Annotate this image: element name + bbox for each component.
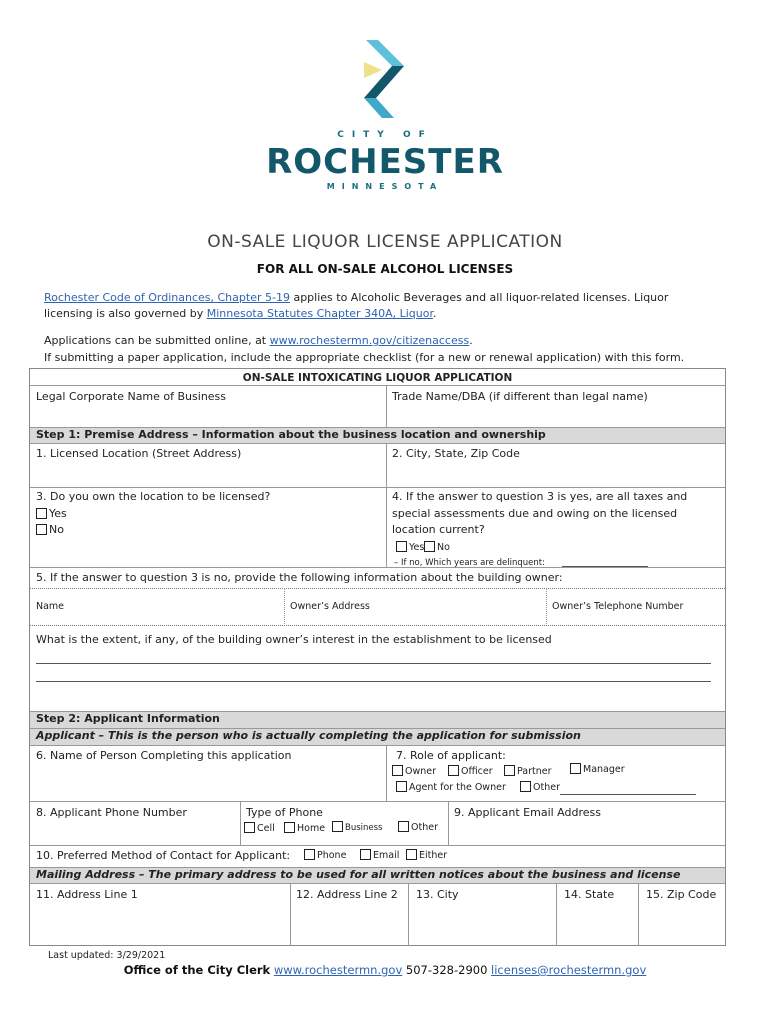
q8-label: 8. Applicant Phone Number	[36, 806, 187, 819]
q4-line3: location current?	[392, 523, 485, 536]
owner-address-label: Owner’s Address	[290, 601, 370, 612]
q3-label: 3. Do you own the location to be licensed?	[36, 490, 271, 503]
q2-label: 2. City, State, Zip Code	[392, 447, 520, 460]
online-paragraph: Applications can be submitted online, at www.rochestermn.gov/citizenaccess.	[44, 334, 473, 347]
logo-city-of: CITY OF	[337, 130, 433, 140]
phone-other-checkbox[interactable]	[398, 821, 409, 832]
role-agent-option[interactable]: Agent for the Owner	[396, 781, 506, 795]
role-officer-option[interactable]: Officer	[448, 765, 493, 779]
q3-no-option[interactable]: No	[36, 523, 64, 537]
q3-yes-checkbox[interactable]	[36, 508, 47, 519]
contact-email-option[interactable]: Email	[360, 849, 399, 863]
step1-heading: Step 1: Premise Address – Information about the business location and ownership	[36, 428, 546, 441]
trade-name-label: Trade Name/DBA (if different than legal name)	[392, 390, 648, 403]
q4-line2: special assessments due and owing on the licensed	[392, 507, 678, 520]
footer-email-link[interactable]: licenses@rochestermn.gov	[491, 963, 647, 977]
q4-no-option[interactable]: No	[424, 541, 450, 555]
ordinance-link[interactable]: Rochester Code of Ordinances, Chapter 5-19	[44, 291, 290, 304]
logo-rochester: ROCHESTER	[266, 142, 504, 182]
role-other-option[interactable]: Other	[520, 781, 560, 795]
city-logo-mark-icon	[360, 40, 410, 118]
q4-yes-option[interactable]: Yes	[396, 541, 424, 555]
q4-line1: 4. If the answer to question 3 is yes, are all taxes and	[392, 490, 688, 503]
owner-interest-label: What is the extent, if any, of the building owner’s interest in the establishment to be licensed	[36, 633, 552, 646]
street-address-field[interactable]	[36, 461, 381, 485]
phone-business-checkbox[interactable]	[332, 821, 343, 832]
contact-either-checkbox[interactable]	[406, 849, 417, 860]
role-manager-checkbox[interactable]	[570, 763, 581, 774]
q3-no-checkbox[interactable]	[36, 524, 47, 535]
paper-paragraph: If submitting a paper application, include the appropriate checklist (for a new or renewal application) with this form.	[44, 351, 685, 364]
q11-label: 11. Address Line 1	[36, 888, 138, 901]
q14-label: 14. State	[564, 888, 615, 901]
contact-phone-option[interactable]: Phone	[304, 849, 346, 863]
legal-name-field[interactable]	[36, 403, 381, 425]
document-subtitle: FOR ALL ON-SALE ALCOHOL LICENSES	[256, 262, 514, 276]
q5-label: 5. If the answer to question 3 is no, provide the following information about the building owner:	[36, 571, 563, 584]
phone-home-checkbox[interactable]	[284, 822, 295, 833]
mailing-note: Mailing Address – The primary address to be used for all written notices about the business and license	[36, 868, 681, 881]
role-agent-checkbox[interactable]	[396, 781, 407, 792]
contact-email-checkbox[interactable]	[360, 849, 371, 860]
contact-phone-checkbox[interactable]	[304, 849, 315, 860]
city-state-zip-field[interactable]	[392, 461, 720, 485]
phone-cell-checkbox[interactable]	[244, 822, 255, 833]
role-partner-option[interactable]: Partner	[504, 765, 552, 779]
owner-interest-line-1[interactable]	[36, 663, 711, 664]
role-owner-option[interactable]: Owner	[392, 765, 436, 779]
role-partner-checkbox[interactable]	[504, 765, 515, 776]
q12-label: 12. Address Line 2	[296, 888, 398, 901]
phone-other-option[interactable]: Other	[398, 821, 438, 835]
q4-delinquent-label: – If no, Which years are delinquent:	[394, 558, 545, 568]
trade-name-field[interactable]	[392, 403, 720, 425]
phone-business-option[interactable]: Business	[332, 821, 382, 835]
q4-yes-checkbox[interactable]	[396, 541, 407, 552]
role-officer-checkbox[interactable]	[448, 765, 459, 776]
footer-contact	[0, 963, 770, 977]
footer-website-link[interactable]: www.rochestermn.gov	[273, 963, 403, 977]
application-form	[29, 368, 726, 946]
role-other-field[interactable]	[560, 794, 696, 795]
q10-label: 10. Preferred Method of Contact for Applicant:	[36, 849, 291, 862]
step2-heading: Step 2: Applicant Information	[36, 712, 220, 725]
citizen-access-link[interactable]: www.rochestermn.gov/citizenaccess	[269, 334, 470, 347]
q9-label: 9. Applicant Email Address	[454, 806, 601, 819]
last-updated: Last updated: 3/29/2021	[48, 950, 166, 961]
role-owner-checkbox[interactable]	[392, 765, 403, 776]
phone-cell-option[interactable]: Cell	[244, 822, 275, 836]
form-header: ON-SALE INTOXICATING LIQUOR APPLICATION	[242, 372, 513, 384]
q1-label: 1. Licensed Location (Street Address)	[36, 447, 242, 460]
role-manager-option[interactable]: Manager	[570, 763, 625, 777]
phone-home-option[interactable]: Home	[284, 822, 325, 836]
contact-either-option[interactable]: Either	[406, 849, 447, 863]
owner-interest-line-2[interactable]	[36, 681, 711, 682]
q6-label: 6. Name of Person Completing this application	[36, 749, 292, 762]
q4-no-checkbox[interactable]	[424, 541, 435, 552]
applicant-note: Applicant – This is the person who is actually completing the application for submission	[36, 729, 581, 742]
document-title: ON-SALE LIQUOR LICENSE APPLICATION	[207, 232, 563, 252]
q7-label: 7. Role of applicant:	[396, 749, 506, 762]
statute-link[interactable]: Minnesota Statutes Chapter 340A, Liquor	[206, 307, 433, 320]
footer-phone: 507-328-2900	[405, 963, 488, 977]
q3-yes-option[interactable]: Yes	[36, 507, 67, 521]
owner-name-label: Name	[36, 601, 65, 612]
phone-type-label: Type of Phone	[246, 806, 323, 819]
applicant-name-field[interactable]	[36, 765, 381, 797]
role-other-checkbox[interactable]	[520, 781, 531, 792]
intro-paragraph: Rochester Code of Ordinances, Chapter 5-19 applies to Alcoholic Beverages and all liquor-related licenses. Liquor licensing is also governed by Minnesota Statutes Chapter 340A, Liquor.	[44, 291, 669, 320]
legal-name-label: Legal Corporate Name of Business	[36, 390, 227, 403]
logo-minnesota: MINNESOTA	[326, 182, 444, 191]
owner-phone-label: Owner’s Telephone Number	[552, 601, 684, 612]
footer-office: Office of the City Clerk	[123, 963, 271, 977]
q13-label: 13. City	[416, 888, 459, 901]
q15-label: 15. Zip Code	[646, 888, 717, 901]
